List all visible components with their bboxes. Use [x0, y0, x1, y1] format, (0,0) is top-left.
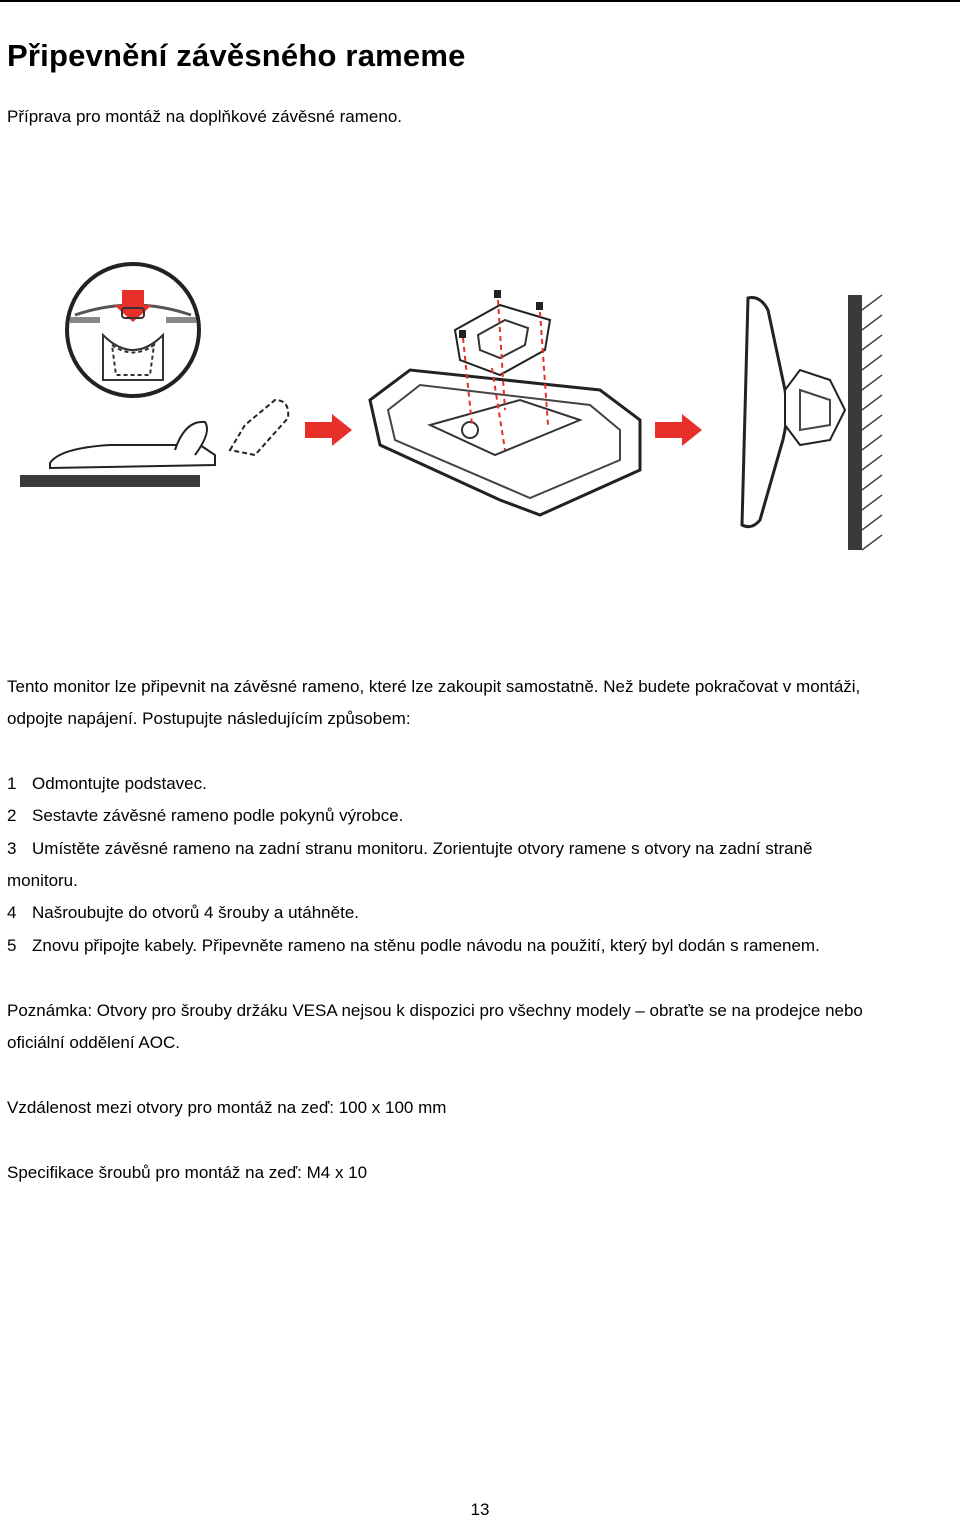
step-3-continued: monitoru.	[7, 871, 78, 890]
wall-mounted-figure	[742, 295, 882, 550]
description-line-1: Tento monitor lze připevnit na závěsné rameno, které lze zakoupit samostatně. Než budete pokračovat v montáži,	[7, 677, 861, 696]
step-number: 4	[7, 903, 17, 922]
arrow-icon	[655, 414, 702, 446]
step-number: 1	[7, 774, 17, 793]
stand-removal-figure	[20, 264, 288, 487]
step-text: Umístěte závěsné rameno na zadní stranu monitoru. Zorientujte otvory ramene s otvory na zadní straně	[32, 839, 813, 858]
step-number: 3	[7, 839, 17, 858]
step-4	[7, 896, 359, 929]
screw-spec: Specifikace šroubů pro montáž na zeď: M4 x 10	[7, 1163, 368, 1182]
step-text: Našroubujte do otvorů 4 šrouby a utáhněte.	[32, 903, 359, 922]
step-number: 2	[7, 806, 17, 825]
monitor-back-figure	[370, 290, 640, 515]
step-1	[7, 767, 207, 800]
arrow-icon	[305, 414, 352, 446]
page-title: Připevnění závěsného rameme	[7, 38, 466, 73]
hole-distance: Vzdálenost mezi otvory pro montáž na zeď: 100 x 100 mm	[7, 1098, 447, 1117]
step-text: Odmontujte podstavec.	[32, 774, 207, 793]
intro-text: Příprava pro montáž na doplňkové závěsné rameno.	[7, 107, 403, 126]
step-2	[7, 799, 403, 832]
step-text: Znovu připojte kabely. Připevněte rameno na stěnu podle návodu na použití, který byl dodán s ramenem.	[32, 936, 820, 955]
page-number: 13	[470, 1500, 490, 1519]
note-line-2: oficiální oddělení AOC.	[7, 1033, 180, 1052]
step-number: 5	[7, 936, 17, 955]
description-line-2: odpojte napájení. Postupujte následujícím způsobem:	[7, 709, 411, 728]
step-3	[7, 832, 813, 865]
step-5	[7, 929, 820, 962]
top-rule	[0, 0, 960, 2]
step-text: Sestavte závěsné rameno podle pokynů výrobce.	[32, 806, 404, 825]
note-line-1: Poznámka: Otvory pro šrouby držáku VESA nejsou k dispozici pro všechny modely – obraťte se na prodejce nebo	[7, 1001, 863, 1020]
mounting-illustration	[0, 250, 960, 570]
